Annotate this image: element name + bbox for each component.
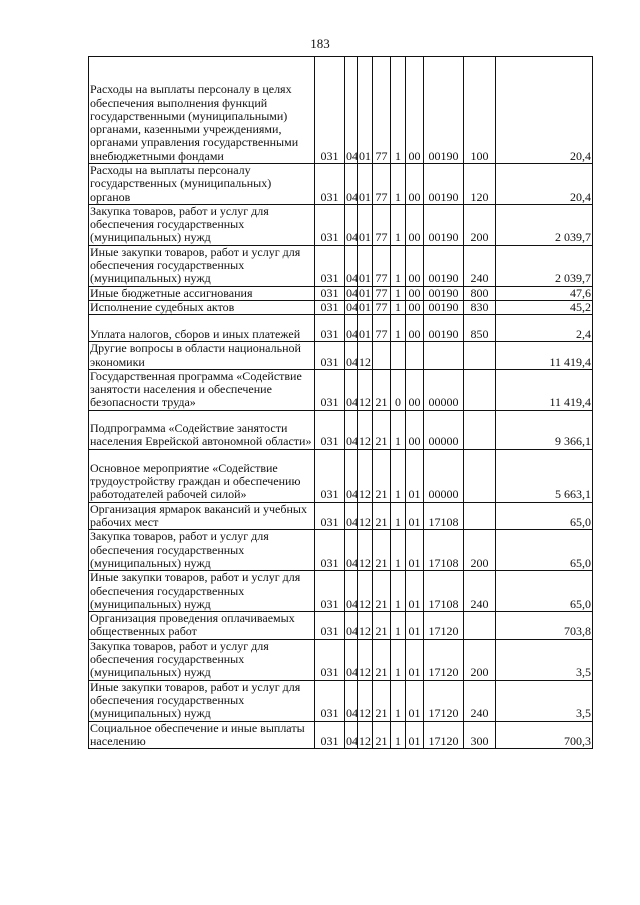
budget-table-body (89, 57, 593, 749)
direction-code: 00190 (424, 204, 464, 245)
activity-code: 01 (406, 612, 424, 640)
subsection-code: 12 (358, 530, 373, 571)
amount: 11 419,4 (496, 369, 593, 410)
subprogram-code: 1 (391, 502, 406, 530)
row-name: Иные бюджетные ассигнования (89, 286, 315, 300)
subprogram-code: 1 (391, 410, 406, 449)
activity-code: 00 (406, 245, 424, 286)
expense-kind-code: 240 (464, 245, 496, 286)
subprogram-code: 1 (391, 449, 406, 502)
subsection-code: 01 (358, 204, 373, 245)
subprogram-code: 1 (391, 300, 406, 314)
section-code: 04 (345, 245, 358, 286)
subprogram-code: 1 (391, 315, 406, 342)
direction-code: 17120 (424, 721, 464, 749)
program-code: 77 (373, 204, 391, 245)
program-code: 77 (373, 57, 391, 164)
expense-kind-code: 100 (464, 57, 496, 164)
expense-kind-code (464, 342, 496, 370)
table-row (89, 369, 593, 410)
subsection-code: 12 (358, 639, 373, 680)
row-name: Уплата налогов, сборов и иных платежей (89, 315, 315, 342)
amount: 3,5 (496, 680, 593, 721)
section-code: 04 (345, 502, 358, 530)
activity-code: 01 (406, 502, 424, 530)
row-name: Иные закупки товаров, работ и услуг для обеспечения государственных (муниципальных) нужд (89, 245, 315, 286)
expense-kind-code (464, 612, 496, 640)
subprogram-code: 0 (391, 369, 406, 410)
subprogram-code: 1 (391, 680, 406, 721)
amount: 65,0 (496, 571, 593, 612)
ministry-code: 031 (315, 57, 345, 164)
ministry-code: 031 (315, 286, 345, 300)
table-row (89, 721, 593, 749)
table-row (89, 245, 593, 286)
amount: 11 419,4 (496, 342, 593, 370)
amount: 20,4 (496, 57, 593, 164)
program-code: 77 (373, 164, 391, 205)
amount: 47,6 (496, 286, 593, 300)
direction-code: 00190 (424, 315, 464, 342)
expense-kind-code: 200 (464, 204, 496, 245)
activity-code: 00 (406, 204, 424, 245)
program-code: 77 (373, 245, 391, 286)
program-code: 21 (373, 369, 391, 410)
program-code: 21 (373, 502, 391, 530)
amount: 45,2 (496, 300, 593, 314)
expense-kind-code: 800 (464, 286, 496, 300)
row-name: Иные закупки товаров, работ и услуг для обеспечения государственных (муниципальных) нужд (89, 680, 315, 721)
activity-code: 01 (406, 639, 424, 680)
amount: 65,0 (496, 502, 593, 530)
ministry-code: 031 (315, 300, 345, 314)
direction-code: 17120 (424, 612, 464, 640)
activity-code: 01 (406, 571, 424, 612)
section-code: 04 (345, 530, 358, 571)
ministry-code: 031 (315, 449, 345, 502)
activity-code: 01 (406, 530, 424, 571)
table-row (89, 680, 593, 721)
amount: 2 039,7 (496, 204, 593, 245)
subsection-code: 01 (359, 285, 371, 300)
ministry-code: 031 (315, 315, 345, 342)
direction-code: 00190 (424, 57, 464, 164)
subsection-code: 12 (358, 410, 373, 449)
table-row (89, 530, 593, 571)
section-code: 04 (346, 299, 358, 314)
table-row (89, 571, 593, 612)
expense-kind-code (464, 502, 496, 530)
expense-kind-code (464, 449, 496, 502)
table-row (89, 449, 593, 502)
direction-code (424, 342, 464, 370)
expense-kind-code: 850 (464, 315, 496, 342)
expense-kind-code: 120 (464, 164, 496, 205)
expense-kind-code (464, 369, 496, 410)
section-code: 04 (345, 164, 358, 205)
subsection-code: 01 (359, 299, 371, 314)
section-code: 04 (345, 612, 358, 640)
expense-kind-code (464, 410, 496, 449)
section-code: 04 (345, 410, 358, 449)
row-name: Основное мероприятие «Содействие трудоустройству граждан и обеспечению работодателей рабочей силой» (89, 449, 315, 502)
program-code: 21 (373, 639, 391, 680)
subsection-code: 12 (358, 571, 373, 612)
subprogram-code: 1 (391, 571, 406, 612)
subsection-code: 12 (358, 342, 373, 370)
table-row (89, 612, 593, 640)
row-name: Иные закупки товаров, работ и услуг для обеспечения государственных (муниципальных) нужд (89, 571, 315, 612)
table-row (89, 204, 593, 245)
ministry-code: 031 (315, 369, 345, 410)
subprogram-code: 1 (391, 57, 406, 164)
activity-code: 01 (406, 680, 424, 721)
activity-code: 00 (406, 315, 424, 342)
table-row (89, 57, 593, 164)
ministry-code: 031 (315, 571, 345, 612)
program-code: 21 (373, 530, 391, 571)
section-code: 04 (345, 369, 358, 410)
amount: 65,0 (496, 530, 593, 571)
subsection-code: 12 (358, 680, 373, 721)
table-row (89, 410, 593, 449)
ministry-code: 031 (315, 612, 345, 640)
direction-code: 00190 (424, 300, 464, 314)
section-code: 04 (345, 639, 358, 680)
expense-kind-code: 300 (464, 721, 496, 749)
direction-code: 17120 (424, 680, 464, 721)
ministry-code: 031 (315, 530, 345, 571)
amount: 3,5 (496, 639, 593, 680)
amount: 5 663,1 (496, 449, 593, 502)
row-name: Исполнение судебных актов (89, 300, 315, 314)
subsection-code: 12 (358, 612, 373, 640)
row-name: Расходы на выплаты персоналу государственных (муниципальных) органов (89, 164, 315, 205)
amount: 700,3 (496, 721, 593, 749)
subprogram-code: 1 (391, 530, 406, 571)
table-row (89, 342, 593, 370)
activity-code: 00 (406, 369, 424, 410)
ministry-code: 031 (315, 164, 345, 205)
expense-kind-code: 240 (464, 680, 496, 721)
ministry-code: 031 (315, 342, 345, 370)
activity-code: 00 (406, 300, 424, 314)
row-name: Государственная программа «Содействие занятости населения и обеспечение безопасности труда» (89, 369, 315, 410)
amount: 703,8 (496, 612, 593, 640)
ministry-code: 031 (315, 410, 345, 449)
direction-code: 00000 (424, 449, 464, 502)
amount: 2,4 (496, 315, 593, 342)
subsection-code: 01 (358, 164, 373, 205)
row-name: Подпрограмма «Содействие занятости населения Еврейской автономной области» (89, 410, 315, 449)
amount: 20,4 (496, 164, 593, 205)
program-code: 21 (373, 410, 391, 449)
section-code: 04 (345, 204, 358, 245)
section-code: 04 (345, 57, 358, 164)
table-row (89, 315, 593, 342)
subsection-code: 01 (358, 57, 373, 164)
subprogram-code: 1 (391, 245, 406, 286)
activity-code: 01 (406, 721, 424, 749)
direction-code: 17108 (424, 502, 464, 530)
program-code: 77 (373, 286, 391, 300)
expense-kind-code: 200 (464, 530, 496, 571)
row-name: Закупка товаров, работ и услуг для обеспечения государственных (муниципальных) нужд (89, 204, 315, 245)
row-name: Организация проведения оплачиваемых общественных работ (89, 612, 315, 640)
direction-code: 00000 (424, 369, 464, 410)
row-name: Социальное обеспечение и иные выплаты населению (89, 721, 315, 749)
activity-code: 01 (406, 449, 424, 502)
section-code: 04 (346, 285, 358, 300)
amount: 2 039,7 (496, 245, 593, 286)
row-name: Организация ярмарок вакансий и учебных рабочих мест (89, 502, 315, 530)
program-code: 21 (373, 449, 391, 502)
subsection-code: 12 (358, 449, 373, 502)
subsection-code: 01 (358, 315, 373, 342)
direction-code: 17120 (424, 639, 464, 680)
table-row (89, 164, 593, 205)
subsection-code: 01 (358, 245, 373, 286)
direction-code: 17108 (424, 530, 464, 571)
subprogram-code (391, 342, 406, 370)
subprogram-code: 1 (391, 286, 406, 300)
subprogram-code: 1 (391, 721, 406, 749)
program-code: 21 (373, 680, 391, 721)
section-code: 04 (345, 342, 358, 370)
direction-code: 17108 (424, 571, 464, 612)
activity-code: 00 (406, 286, 424, 300)
subprogram-code: 1 (391, 204, 406, 245)
amount: 9 366,1 (496, 410, 593, 449)
program-code: 77 (373, 315, 391, 342)
expense-kind-code: 200 (464, 639, 496, 680)
subprogram-code: 1 (391, 612, 406, 640)
subprogram-code: 1 (391, 639, 406, 680)
expense-kind-code: 830 (464, 300, 496, 314)
activity-code: 00 (406, 57, 424, 164)
row-name: Другие вопросы в области национальной экономики (89, 342, 315, 370)
row-name: Закупка товаров, работ и услуг для обеспечения государственных (муниципальных) нужд (89, 530, 315, 571)
subsection-code: 12 (358, 502, 373, 530)
subsection-code: 12 (358, 369, 373, 410)
activity-code (406, 342, 424, 370)
direction-code: 00190 (424, 245, 464, 286)
section-code: 04 (345, 449, 358, 502)
program-code: 77 (373, 300, 391, 314)
ministry-code: 031 (315, 245, 345, 286)
section-code: 04 (345, 680, 358, 721)
direction-code: 00000 (424, 410, 464, 449)
direction-code: 00190 (424, 286, 464, 300)
row-name: Расходы на выплаты персоналу в целях обеспечения выполнения функций государственными (муниципальными) органами, казенными учреждениями, органами управления государственными внебюджетными фондами (89, 57, 315, 164)
program-code: 21 (373, 612, 391, 640)
ministry-code: 031 (315, 721, 345, 749)
subsection-code: 12 (358, 721, 373, 749)
section-code: 04 (345, 721, 358, 749)
direction-code: 00190 (424, 164, 464, 205)
page-number: 183 (310, 36, 330, 51)
program-code: 21 (373, 571, 391, 612)
ministry-code: 031 (315, 502, 345, 530)
activity-code: 00 (406, 164, 424, 205)
budget-table (88, 56, 593, 749)
section-code: 04 (345, 571, 358, 612)
program-code (373, 342, 391, 370)
ministry-code: 031 (315, 204, 345, 245)
subprogram-code: 1 (391, 164, 406, 205)
program-code: 21 (373, 721, 391, 749)
expense-kind-code: 240 (464, 571, 496, 612)
ministry-code: 031 (315, 680, 345, 721)
table-row (89, 502, 593, 530)
table-row (89, 300, 593, 314)
table-row (89, 286, 593, 300)
section-code: 04 (345, 315, 358, 342)
activity-code: 00 (406, 410, 424, 449)
ministry-code: 031 (315, 639, 345, 680)
row-name: Закупка товаров, работ и услуг для обеспечения государственных (муниципальных) нужд (89, 639, 315, 680)
table-row (89, 639, 593, 680)
